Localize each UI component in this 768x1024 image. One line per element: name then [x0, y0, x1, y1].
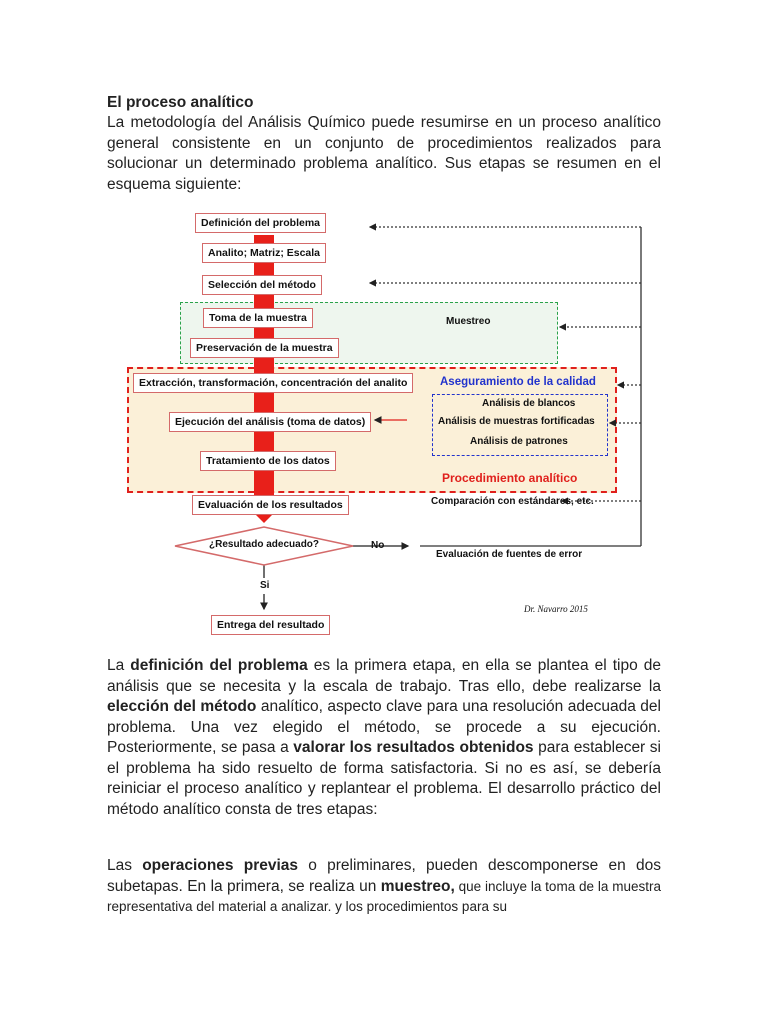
step-definicion: Definición del problema	[195, 213, 326, 233]
procedimiento-label: Procedimiento analítico	[442, 471, 578, 485]
blancos-label: Análisis de blancos	[482, 398, 576, 409]
para2-text-1: Las	[107, 857, 143, 874]
body-paragraph-2	[107, 856, 661, 918]
para1-text-4: para establecer si el problema ha sido resuelto de forma satisfactoria. Si no es así, se debería reiniciar el proceso analítico y replantear el problema. El desarrollo práctico del método analítico consta de tres etapas:	[107, 739, 661, 818]
para1-bold-valorar: valorar los resultados obtenidos	[293, 739, 534, 756]
para1-bold-eleccion: elección del método	[107, 698, 257, 715]
patrones-label: Análisis de patrones	[470, 436, 568, 447]
para1-text-1: La	[107, 657, 131, 674]
comparacion-label: Comparación con estándares, etc.	[431, 496, 594, 507]
step-extraccion: Extracción, transformación, concentración del analito	[133, 373, 413, 393]
decision-text: ¿Resultado adecuado?	[209, 539, 320, 550]
step-toma: Toma de la muestra	[203, 308, 313, 328]
muestreo-label: Muestreo	[446, 316, 491, 327]
section-title: El proceso analítico	[107, 94, 254, 111]
step-entrega: Entrega del resultado	[211, 615, 330, 635]
process-diagram	[120, 205, 655, 640]
para2-text-2: o preliminares, pueden descomponerse en dos subetapas. En la primera, se realiza un	[107, 857, 661, 895]
step-tratamiento: Tratamiento de los datos	[200, 451, 336, 471]
no-label: No	[371, 540, 385, 551]
step-seleccion: Selección del método	[202, 275, 322, 295]
si-label: Si	[260, 580, 270, 591]
step-preservacion: Preservación de la muestra	[190, 338, 339, 358]
aseguramiento-label: Aseguramiento de la calidad	[440, 376, 596, 388]
fortificadas-label: Análisis de muestras fortificadas	[438, 416, 595, 427]
para2-text-3: que incluye la toma de la muestra representativa del material a analizar.	[107, 878, 661, 914]
fuentes-error-label: Evaluación de fuentes de error	[436, 549, 583, 560]
step-analito: Analito; Matriz; Escala	[202, 243, 326, 263]
para2-text-4: y los procedimientos para su	[331, 899, 507, 914]
para1-text-2: es la primera etapa, en ella se plantea el tipo de análisis que se necesita y la escala de trabajo. Tras ello, debe realizarse la	[107, 657, 661, 695]
body-paragraph-1	[107, 656, 661, 820]
step-evaluacion: Evaluación de los resultados	[192, 495, 349, 515]
para1-bold-definicion: definición del problema	[130, 657, 308, 674]
para1-text-3: analítico, aspecto clave para una resolución adecuada del problema. Una vez elegido el método, se procede a su ejecución. Posteriormente, se pasa a	[107, 698, 661, 756]
author-credit: Dr. Navarro 2015	[524, 604, 588, 614]
intro-paragraph: La metodología del Análisis Químico puede resumirse en un proceso analítico general consistente en un conjunto de procedimientos realizados para solucionar un determinado problema analítico. Sus etapas se resumen en el esquema siguiente:	[107, 114, 661, 193]
para2-bold-muestreo: muestreo,	[380, 877, 455, 895]
para2-bold-operaciones: operaciones previas	[142, 857, 299, 874]
step-ejecucion: Ejecución del análisis (toma de datos)	[169, 412, 371, 432]
